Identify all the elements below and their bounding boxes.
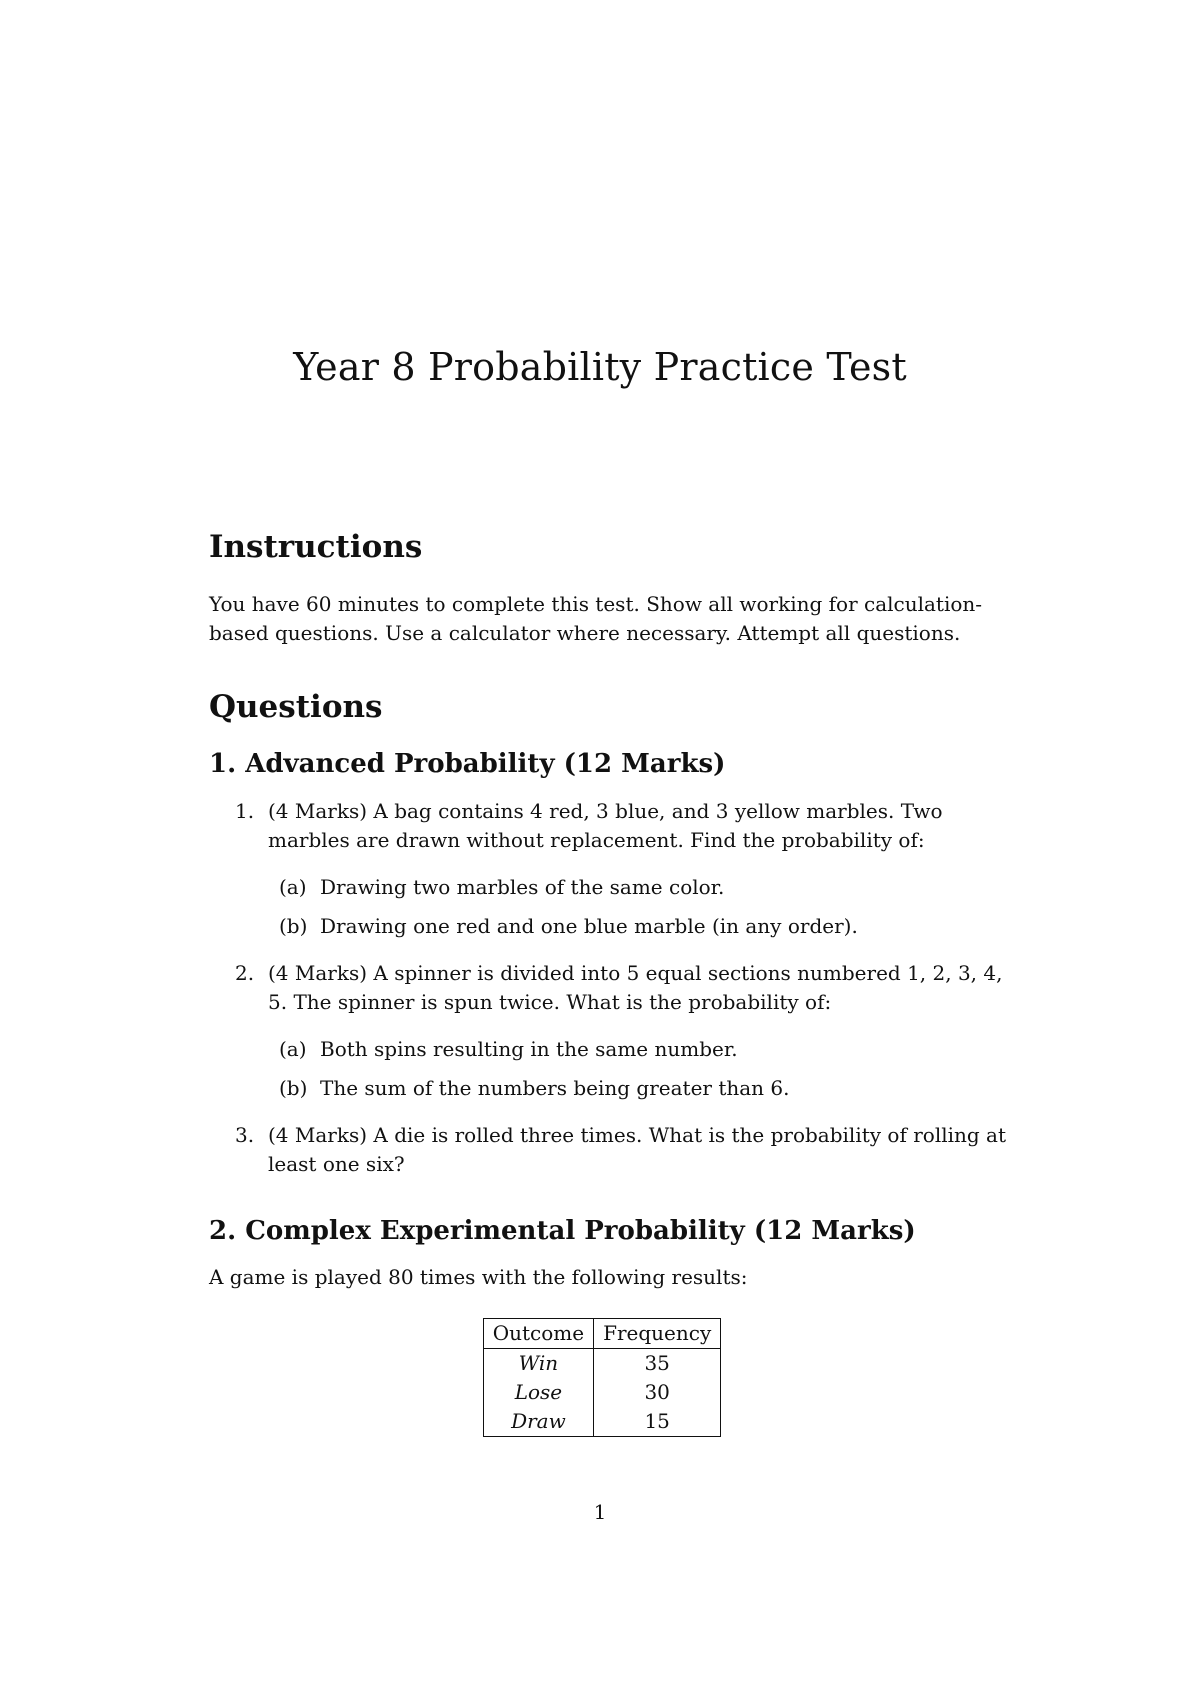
part-text: The sum of the numbers being greater than 6.	[320, 1075, 790, 1100]
part-text: Both spins resulting in the same number.	[320, 1036, 738, 1061]
section-1-heading: 1. Advanced Probability (12 Marks)	[209, 749, 726, 780]
part-label: (a)	[279, 1036, 307, 1061]
table-header-row	[483, 1319, 721, 1349]
question-item	[209, 797, 1009, 941]
question-parts	[268, 1035, 1009, 1103]
question-part	[268, 1035, 1009, 1064]
part-label: (a)	[279, 874, 307, 899]
instructions-text: You have 60 minutes to complete this test. Show all working for calculation-based questions. Use a calculator where necessary. Attempt all questions.	[209, 592, 983, 646]
table-row	[483, 1378, 721, 1407]
outcome-cell: Draw	[483, 1407, 593, 1437]
frequency-cell: 15	[594, 1407, 721, 1437]
table-row	[483, 1349, 721, 1379]
question-part	[268, 873, 1009, 902]
question-item	[209, 959, 1009, 1103]
results-table	[483, 1318, 722, 1437]
document-body	[209, 530, 1009, 1437]
part-text: Drawing two marbles of the same color.	[320, 874, 725, 899]
question-parts	[268, 873, 1009, 941]
table-row	[483, 1407, 721, 1437]
question-text: (4 Marks) A spinner is divided into 5 equal sections numbered 1, 2, 3, 4, 5. The spinner is spun twice. What is the probability of:	[268, 960, 1003, 1014]
instructions-heading: Instructions	[209, 529, 423, 565]
frequency-cell: 30	[594, 1378, 721, 1407]
page-number: 1	[593, 1500, 607, 1524]
question-part	[268, 912, 1009, 941]
question-item	[209, 1121, 1009, 1179]
frequency-cell: 35	[594, 1349, 721, 1379]
question-number: 2.	[235, 960, 255, 985]
question-number: 1.	[235, 798, 255, 823]
section-2-intro: A game is played 80 times with the following results:	[209, 1265, 748, 1290]
outcome-cell: Lose	[483, 1378, 593, 1407]
page-title: Year 8 Probability Practice Test	[293, 345, 907, 389]
column-header-outcome: Outcome	[483, 1319, 593, 1349]
column-header-frequency: Frequency	[594, 1319, 721, 1349]
outcome-cell: Win	[483, 1349, 593, 1379]
part-label: (b)	[279, 913, 308, 938]
part-label: (b)	[279, 1075, 308, 1100]
section-2-heading: 2. Complex Experimental Probability (12 Marks)	[209, 1215, 916, 1246]
question-list	[209, 797, 1009, 1179]
questions-heading: Questions	[209, 689, 383, 726]
question-number: 3.	[235, 1122, 255, 1147]
question-part	[268, 1074, 1009, 1103]
question-text: (4 Marks) A bag contains 4 red, 3 blue, and 3 yellow marbles. Two marbles are drawn without replacement. Find the probability of:	[268, 798, 943, 852]
question-text: (4 Marks) A die is rolled three times. What is the probability of rolling at least one six?	[268, 1122, 1007, 1176]
part-text: Drawing one red and one blue marble (in any order).	[320, 913, 858, 938]
